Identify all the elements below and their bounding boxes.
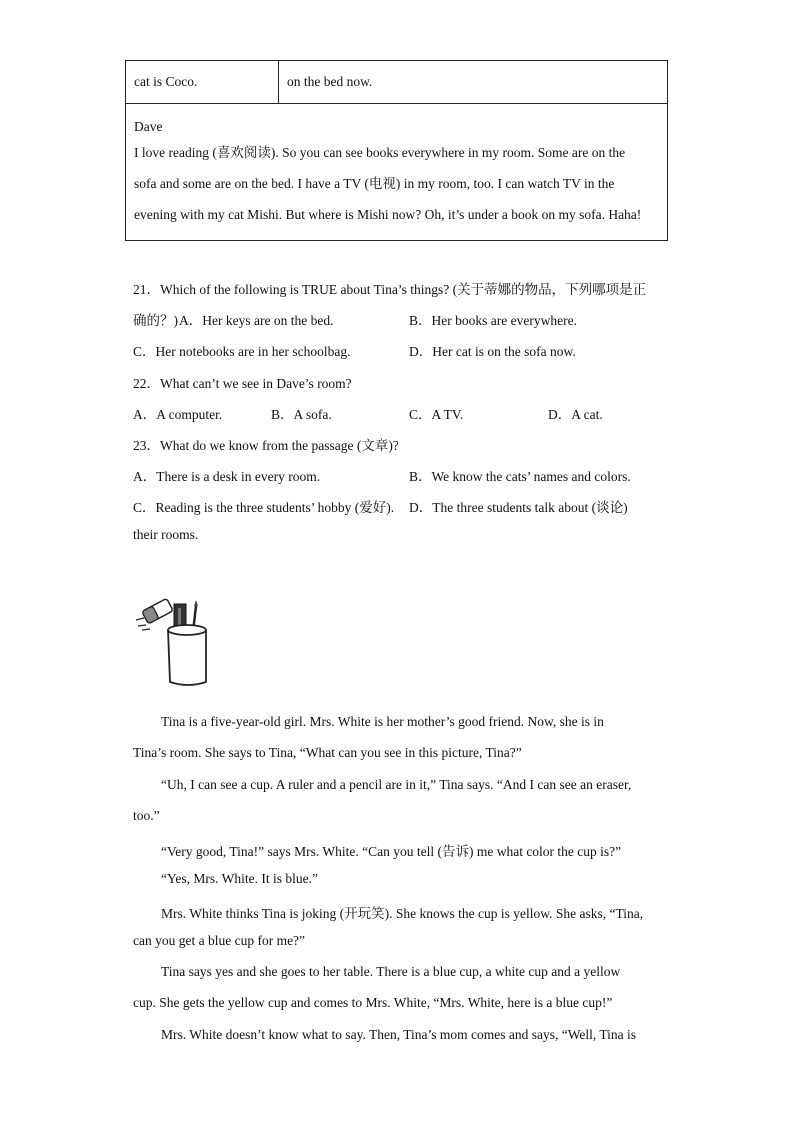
reading-table — [125, 60, 668, 241]
story-paragraph-line: cup. She gets the yellow cup and comes to Mrs. White, “Mrs. White, here is a blue cup!” — [133, 995, 613, 1010]
table-cell: cat is Coco. — [126, 61, 279, 103]
dave-text-line: I love reading (喜欢阅读). So you can see books everywhere in my room. Some are on the — [134, 145, 626, 160]
story-paragraph-line: Tina is a five-year-old girl. Mrs. White is her mother’s good friend. Now, she is in — [161, 714, 604, 729]
question-21-stem: 21．Which of the following is TRUE about Tina’s things? (关于蒂娜的物品，下列哪项是正 — [133, 282, 647, 297]
question-21-option-a: A．Her keys are on the bed. — [179, 313, 334, 328]
question-23-option-b: B．We know the cats’ names and colors. — [409, 469, 631, 484]
question-21-option-c: C．Her notebooks are in her schoolbag. — [133, 344, 351, 359]
question-21-stem-cont: 确的？) — [133, 313, 178, 328]
dave-text-line: sofa and some are on the bed. I have a TV (电视) in my room, too. I can watch TV in the — [134, 176, 615, 191]
table-row — [126, 61, 667, 104]
question-23-option-c: C．Reading is the three students’ hobby (爱好). — [133, 500, 395, 515]
question-23-option-a: A．There is a desk in every room. — [133, 469, 321, 484]
table-cell: on the bed now. — [287, 74, 373, 89]
eraser-icon — [142, 598, 173, 624]
question-21-option-b: B．Her books are everywhere. — [409, 313, 577, 328]
question-23-stem: 23．What do we know from the passage (文章)? — [133, 438, 399, 453]
story-paragraph-line: Mrs. White doesn’t know what to say. Then, Tina’s mom comes and says, “Well, Tina is — [161, 1027, 637, 1042]
story-paragraph-line: “Very good, Tina!” says Mrs. White. “Can you tell (告诉) me what color the cup is?” — [161, 844, 622, 859]
question-21-option-d: D．Her cat is on the sofa now. — [409, 344, 576, 359]
question-22-option-a: A．A computer. — [133, 407, 223, 422]
question-22-option-b: B．A sofa. — [271, 407, 332, 422]
story-paragraph-line: Tina’s room. She says to Tina, “What can you see in this picture, Tina?” — [133, 745, 522, 760]
question-22-option-c: C．A TV. — [409, 407, 464, 422]
dave-heading: Dave — [134, 119, 163, 134]
story-paragraph-line: “Yes, Mrs. White. It is blue.” — [161, 871, 318, 886]
dave-text-line: evening with my cat Mishi. But where is Mishi now? Oh, it’s under a book on my sofa. Haha! — [134, 207, 642, 222]
question-22-stem: 22．What can’t we see in Dave’s room? — [133, 376, 352, 391]
pencil-cup-eraser-illustration — [134, 596, 214, 688]
question-23-option-d: D．The three students talk about (谈论) — [409, 500, 628, 515]
question-23-option-d-cont: their rooms. — [133, 527, 199, 542]
story-paragraph-line: too.” — [133, 808, 160, 823]
story-paragraph-line: Tina says yes and she goes to her table. There is a blue cup, a white cup and a yellow — [161, 964, 621, 979]
question-22-option-d: D．A cat. — [548, 407, 603, 422]
story-paragraph-line: “Uh, I can see a cup. A ruler and a pencil are in it,” Tina says. “And I can see an eraser, — [161, 777, 632, 792]
pencil-cup-icon — [134, 596, 214, 688]
story-paragraph-line: Mrs. White thinks Tina is joking (开玩笑). She knows the cup is yellow. She asks, “Tina, — [161, 906, 644, 921]
story-paragraph-line: can you get a blue cup for me?” — [133, 933, 306, 948]
table-cell-dave — [126, 104, 667, 240]
